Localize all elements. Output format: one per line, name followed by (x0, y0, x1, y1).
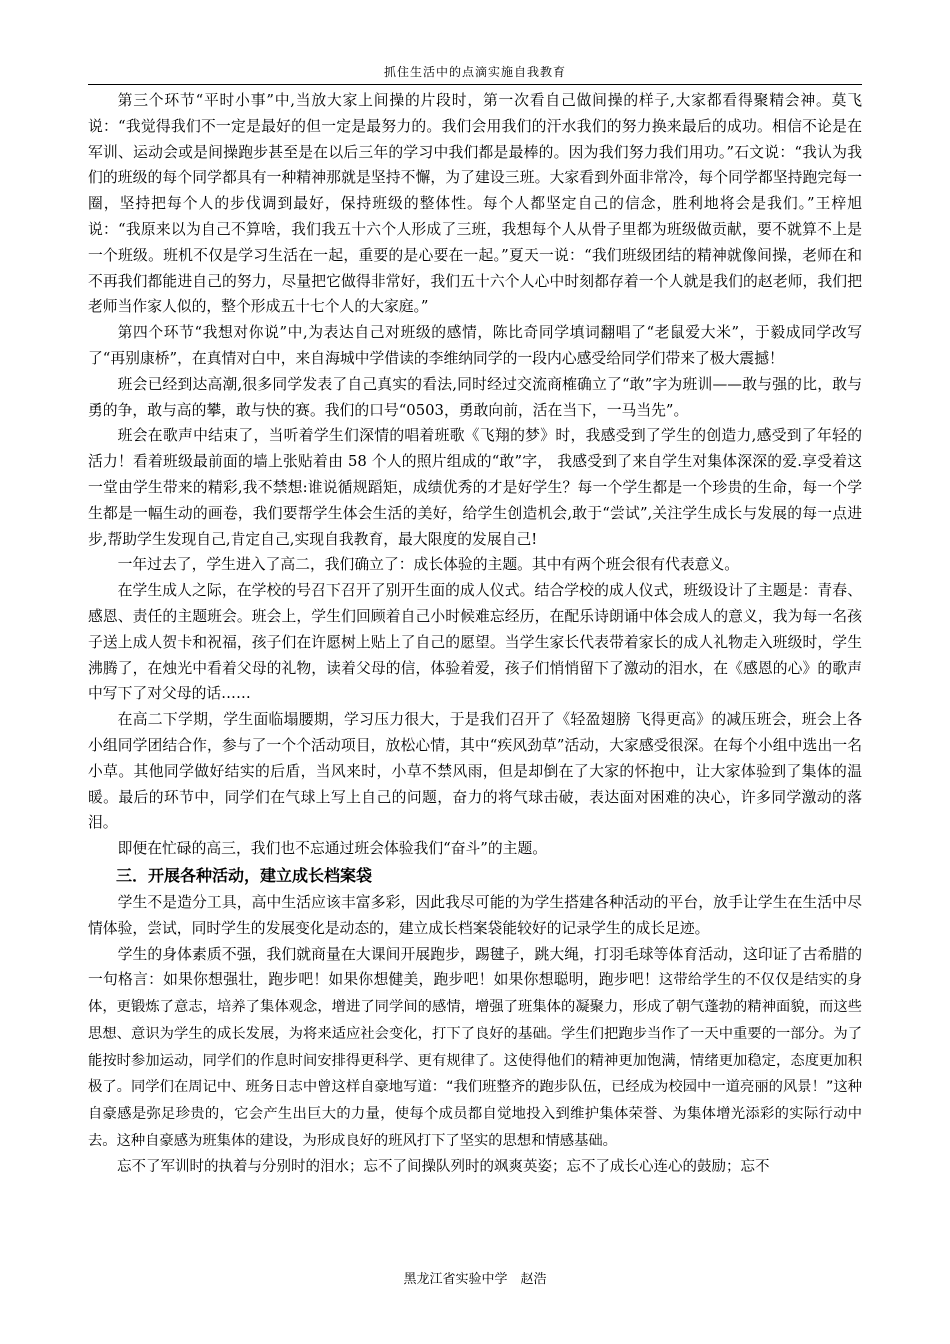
paragraph-sans-part: 这带给学生的不仅仅是结实的身体，更锻炼了意志，培养了集体观念，增进了同学间的感情，增强了班集体的凝聚力，形成了朝气蓬勃的精神面貌，而这些思想、意识为学生的成长发展，为将来适应社会变化，打下了良好的基础。学生们把跑步当作了一天中重要的一部分。为了能按时参加运动，同学们的作息时间安排得更科学、更有规律了。这使得他们的精神更加饱满，情绪更加稳定，态度更加积极了。同学们在周记中、班务日志中曾这样自豪地写道：“我们班整齐的跑步队伍，已经成为校园中一道亮丽的风景！”这种自豪感是弥足珍贵的，它会产生出巨大的力量，使每个成员都自觉地投入到维护集体荣誉、为集体增光添彩的实际行动中去。这种自豪感为班集体的建设，为形成良好的班风打下了坚实的思想和情感基础。 (88, 972, 862, 1150)
paragraph: 即便在忙碌的高三，我们也不忘通过班会体验我们“奋斗”的主题。 (117, 840, 548, 858)
page-footer: 黑龙江省实验中学 赵浩 (403, 1272, 547, 1287)
paragraph-mixed (88, 942, 862, 1155)
paragraph-serif-part: 学生的身体素质不强，我们就商量在大课间开展跑步，踢毽子，跳大绳，打羽毛球等体育活动，这印证了古希腊的一句格言：如果你想强壮，跑步吧！如果你想健美，跑步吧！如果你想聪明，跑步吧！ (88, 945, 862, 989)
paragraph-last: 忘不了军训时的执着与分别时的泪水；忘不了间操队列时的飒爽英姿；忘不了成长心连心的鼓励；忘不 (117, 1158, 770, 1175)
paragraph: 在学生成人之际，在学校的号召下召开了别开生面的成人仪式。结合学校的成人仪式，班级设计了主题是：青春、感恩、责任的主题班会。班会上，学生们回顾着自己小时候难忘经历，在配乐诗朗诵中体会成人的意义，我为每一名孩子送上成人贺卡和祝福，孩子们在许愿树上贴上了自己的愿望。当学生家长代表带着家长的成人礼物走入班级时，学生沸腾了，在烛光中看着父母的礼物，读着父母的信，体验着爱，孩子们悄悄留下了激动的泪水，在《感恩的心》的歌声中写下了对父母的话…… (88, 582, 862, 703)
section-heading: 三．开展各种活动，建立成长档案袋 (116, 865, 373, 885)
paragraph: 第三个环节“平时小事”中,当放大家上间操的片段时，第一次看自己做间操的样子,大家都看得聚精会神。莫飞说：“我觉得我们不一定是最好的但一定是最努力的。我们会用我们的汗水我们的努力换来最后的成功。相信不论是在军训、运动会或是间操跑步甚至是在以后三年的学习中我们都是最棒的。因为我们努力我们用功。”石文说：“我认为我们的班级的每个同学都具有一种精神那就是坚持不懈，为了建设三班。大家看到外面非常冷，每个同学都坚持跑完每一圈，坚持把每个人的步伐调到最好，保持班级的整体性。每个人都坚定自己的信念，胜利地将会是我们。”王梓旭说：“我原来以为自己不算啥，我们我五十六个人形成了三班，我想每个人从骨子里都为班级做贡献，要不就算不上是一个班级。班机不仅是学习生活在一起，重要的是心要在一起。”夏天一说：“我们班级团结的精神就像间操，老师在和不再我们都能进自己的努力，尽量把它做得非常好，我们五十六个人心中时刻都存着一个人就是我们的赵老师，我们把老师当作家人似的，整个形成五十七个人的大家庭。” (88, 92, 862, 316)
paragraph: 第四个环节“我想对你说”中,为表达自己对班级的感情，陈比奇同学填词翻唱了“老鼠爱大米”，于毅成同学改写了“再别康桥”，在真情对白中，来自海城中学借读的李维纳同学的一段内心感受给同学们带来了极大震撼！ (88, 324, 862, 367)
document-body (88, 88, 862, 1258)
paragraph: 一年过去了，学生进入了高二，我们确立了：成长体验的主题。其中有两个班会很有代表意义。 (117, 556, 740, 574)
paragraph: 班会在歌声中结束了，当听着学生们深情的唱着班歌《飞翔的梦》时，我感受到了学生的创造力,感受到了年轻的活力！看着班级最前面的墙上张贴着由 58 个人的照片组成的“敢”字， 我感受到了来自学生对集体深深的爱.享受着这一堂由学生带来的精彩,我不禁想:谁说循规蹈矩，成绩优秀的才是好学生？每一个学生都是一个珍贵的生命，每一个学生都是一幅生动的画卷，我们要帮学生体会生活的美好，给学生创造机会,敢于“尝试”,关注学生成长与发展的每一点进步,帮助学生发现自己,肯定自己,实现自我教育，最大限度的发展自己! (88, 427, 862, 548)
paragraph: 班会已经到达高潮,很多同学发表了自己真实的看法,同时经过交流商榷确立了“敢”字为班训——敢与强的比，敢与勇的争，敢与高的攀，敢与快的赛。我们的口号“0503，勇敢向前，活在当下，一马当先”。 (88, 375, 862, 419)
paragraph: 在高二下学期，学生面临塌腰期，学习压力很大，于是我们召开了《轻盈翅膀 飞得更高》的减压班会，班会上各小组同学团结合作，参与了一个个活动项目，放松心情，其中“疾风劲草”活动，大家感受很深。在每个小组中选出一名小草。其他同学做好结实的后盾，当风来时，小草不禁风雨，但是却倒在了大家的怀抱中，让大家体验到了集体的温暖。最后的环节中，同学们在气球上写上自己的问题，奋力的将气球击破，表达面对困难的决心，许多同学激动的落泪。 (88, 711, 862, 832)
page-header: 抓住生活中的点滴实施自我教育 (88, 60, 862, 85)
paragraph: 学生不是造分工具，高中生活应该丰富多彩，因此我尽可能的为学生搭建各种活动的平台，放手让学生在生活中尽情体验，尝试，同时学生的发展变化是动态的，建立成长档案袋能较好的记录学生的成长足迹。 (88, 893, 862, 937)
